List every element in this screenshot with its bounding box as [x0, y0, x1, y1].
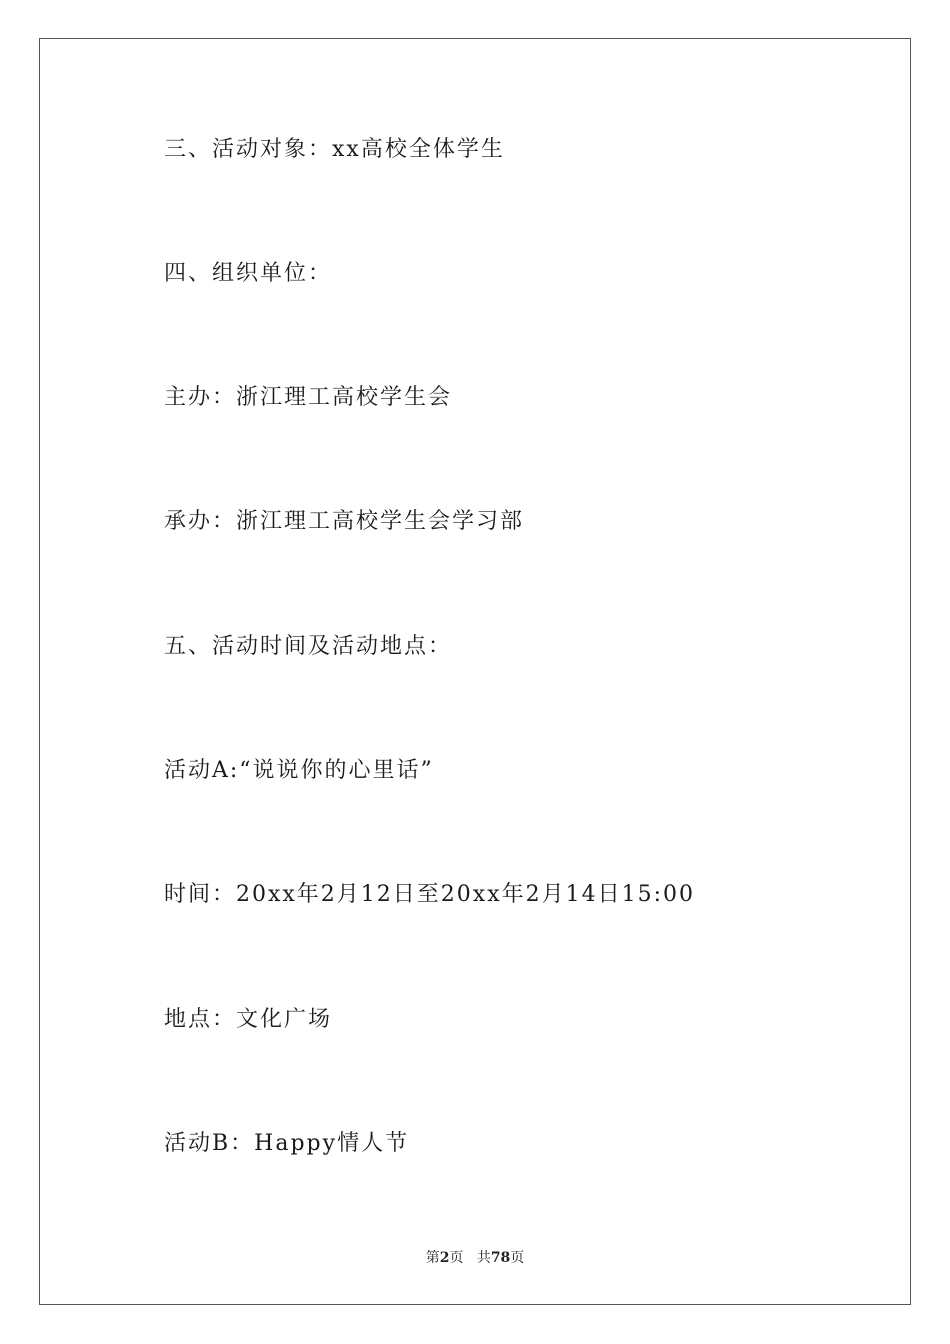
page-border	[39, 38, 911, 1305]
section-organizer: 四、组织单位：	[164, 261, 333, 286]
activity-a-time: 时间：20xx年2月12日至20xx年2月14日15:00	[164, 882, 696, 907]
footer-total-unit: 页	[510, 1250, 525, 1266]
page-number: 2	[439, 1250, 450, 1266]
host-line: 主办：浙江理工高校学生会	[164, 385, 453, 410]
footer-prefix: 第	[425, 1250, 440, 1266]
activity-a-title: 活动A:“说说你的心里话”	[164, 758, 434, 783]
footer-total-prefix: 共	[476, 1250, 491, 1266]
footer-page-unit: 页	[449, 1250, 464, 1266]
total-pages: 78	[490, 1250, 511, 1266]
activity-b-title: 活动B：Happy情人节	[164, 1131, 410, 1156]
activity-a-place: 地点：文化广场	[164, 1007, 333, 1032]
page-footer	[0, 1247, 950, 1267]
section-time-place: 五、活动时间及活动地点：	[164, 634, 453, 659]
section-audience: 三、活动对象：xx高校全体学生	[164, 137, 505, 162]
co-host-line: 承办：浙江理工高校学生会学习部	[164, 509, 525, 534]
